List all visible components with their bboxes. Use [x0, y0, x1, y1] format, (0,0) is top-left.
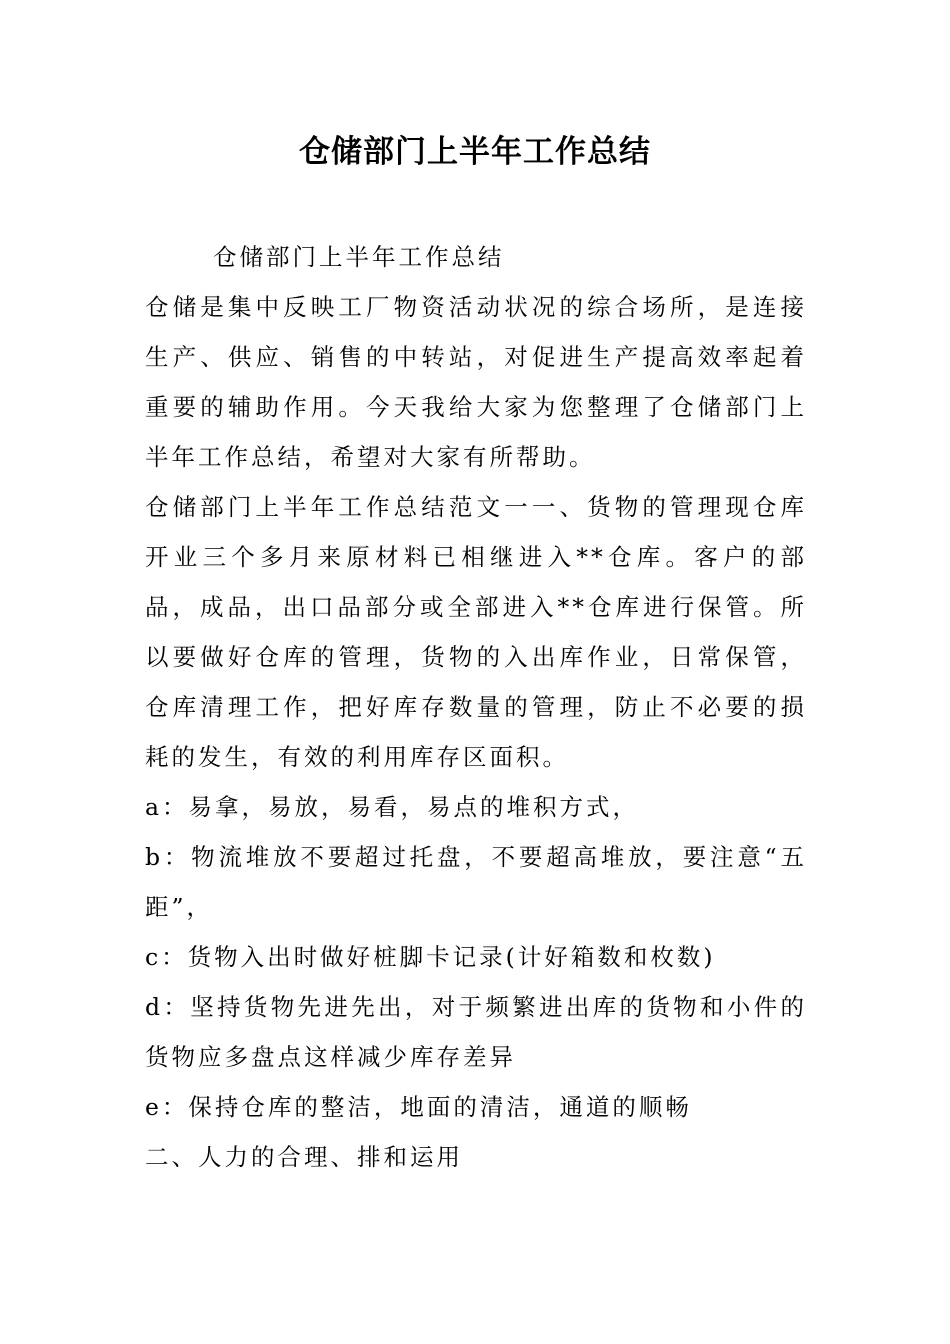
- body-list-item-d: d：坚持货物先进先出，对于频繁进出库的货物和小件的货物应多盘点这样减少库存差异: [145, 993, 807, 1071]
- document-body: [145, 232, 807, 1182]
- body-paragraph-subtitle: 仓储部门上半年工作总结: [213, 243, 505, 271]
- body-paragraph-intro: 仓储是集中反映工厂物资活动状况的综合场所，是连接生产、供应、销售的中转站，对促进生产提高效率起着重要的辅助作用。今天我给大家为您整理了仓储部门上半年工作总结，希望对大家有所帮助。: [145, 293, 807, 471]
- body-section-heading-two: 二、人力的合理、排和运用: [145, 1143, 463, 1171]
- body-list-item-a: a：易拿，易放，易看，易点的堆积方式，: [145, 793, 640, 821]
- body-list-item-c: c：货物入出时做好桩脚卡记录(计好箱数和枚数): [145, 943, 716, 971]
- body-paragraph-section-one: 仓储部门上半年工作总结范文一一、货物的管理现仓库开业三个多月来原材料已相继进入**仓库。客户的部品，成品，出口品部分或全部进入**仓库进行保管。所以要做好仓库的管理，货物的入出库作业，日常保管，仓库清理工作，把好库存数量的管理，防止不必要的损耗的发生，有效的利用库存区面积。: [145, 493, 807, 771]
- document-title: 仓储部门上半年工作总结: [299, 134, 651, 170]
- body-list-item-b: b：物流堆放不要超过托盘，不要超高堆放，要注意“五距”，: [145, 843, 807, 921]
- body-list-item-e: e：保持仓库的整洁，地面的清洁，通道的顺畅: [145, 1093, 692, 1121]
